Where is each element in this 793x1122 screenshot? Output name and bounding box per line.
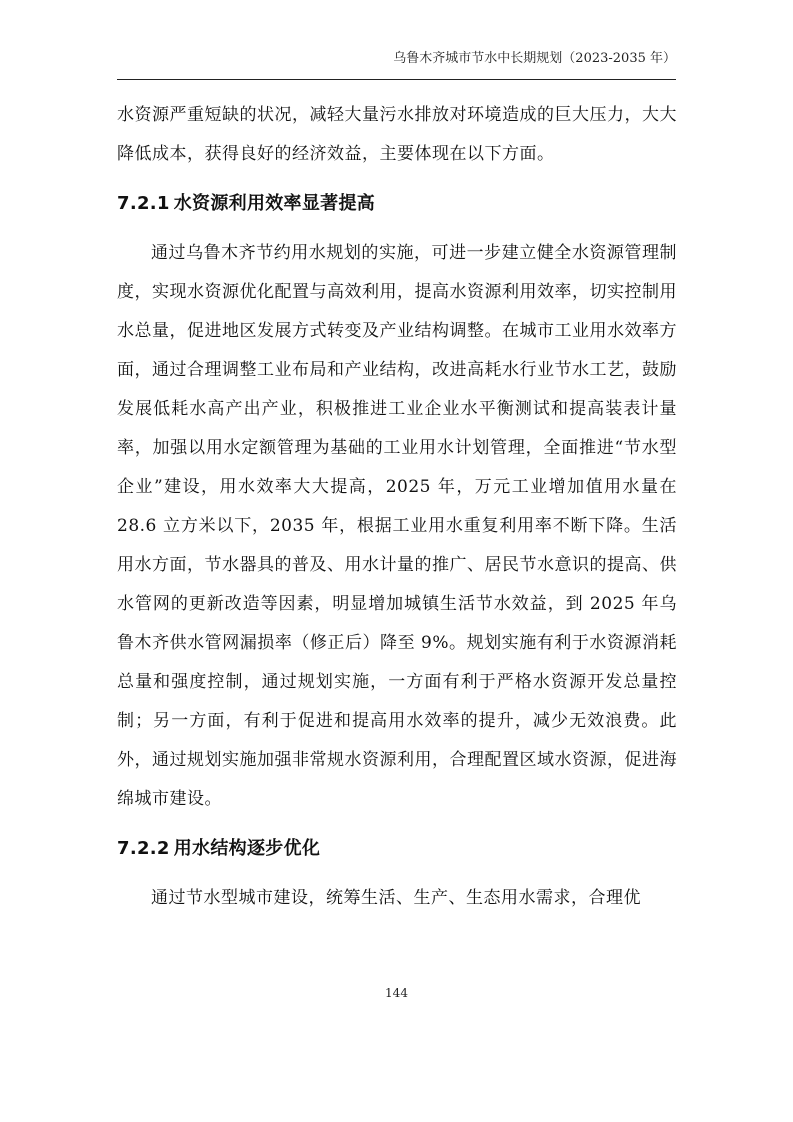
section-number: 7.2.2 [117,838,170,859]
section-title: 用水结构逐步优化 [173,838,321,859]
paragraph-water-structure: 通过节水型城市建设，统筹生活、生产、生态用水需求，合理优 [151,888,641,908]
header-divider [117,79,676,80]
section-number: 7.2.1 [117,193,170,214]
section-title: 水资源利用效率显著提高 [173,193,376,214]
section-heading-7-2-2 [117,819,677,879]
section-heading-7-2-1 [117,174,677,234]
running-header: 乌鲁木齐城市节水中长期规划（2023-2035 年） [393,51,676,66]
document-body [117,96,677,918]
page-number: 144 [385,986,408,1000]
paragraph-continued: 水资源严重短缺的状况，减轻大量污水排放对环境造成的巨大压力，大大降低成本，获得良好的经济效益，主要体现在以下方面。 [117,105,677,164]
paragraph-water-efficiency: 通过乌鲁木齐节约用水规划的实施，可进一步建立健全水资源管理制度，实现水资源优化配置与高效利用，提高水资源利用效率，切实控制用水总量，促进地区发展方式转变及产业结构调整。在城市工业用水效率方面，通过合理调整工业布局和产业结构，改进高耗水行业节水工艺，鼓励发展低耗水高产出产业，积极推进工业企业水平衡测试和提高装表计量率，加强以用水定额管理为基础的工业用水计划管理，全面推进“节水型企业”建设，用水效率大大提高，2025 年，万元工业增加值用水量在 28.6 立方米以下，2035 年，根据工业用水重复利用率不断下降。生活用水方面，节水器具的普及、用水计量的推广、居民节水意识的提高、供水管网的更新改造等因素，明显增加城镇生活节水效益，到 2025 年乌鲁木齐供水管网漏损率（修正后）降至 9%。规划实施有利于水资源消耗总量和强度控制，通过规划实施，一方面有利于严格水资源开发总量控制；另一方面，有利于促进和提高用水效率的提升，减少无效浪费。此外，通过规划实施加强非常规水资源利用，合理配置区域水资源，促进海绵城市建设。 [117,243,677,809]
